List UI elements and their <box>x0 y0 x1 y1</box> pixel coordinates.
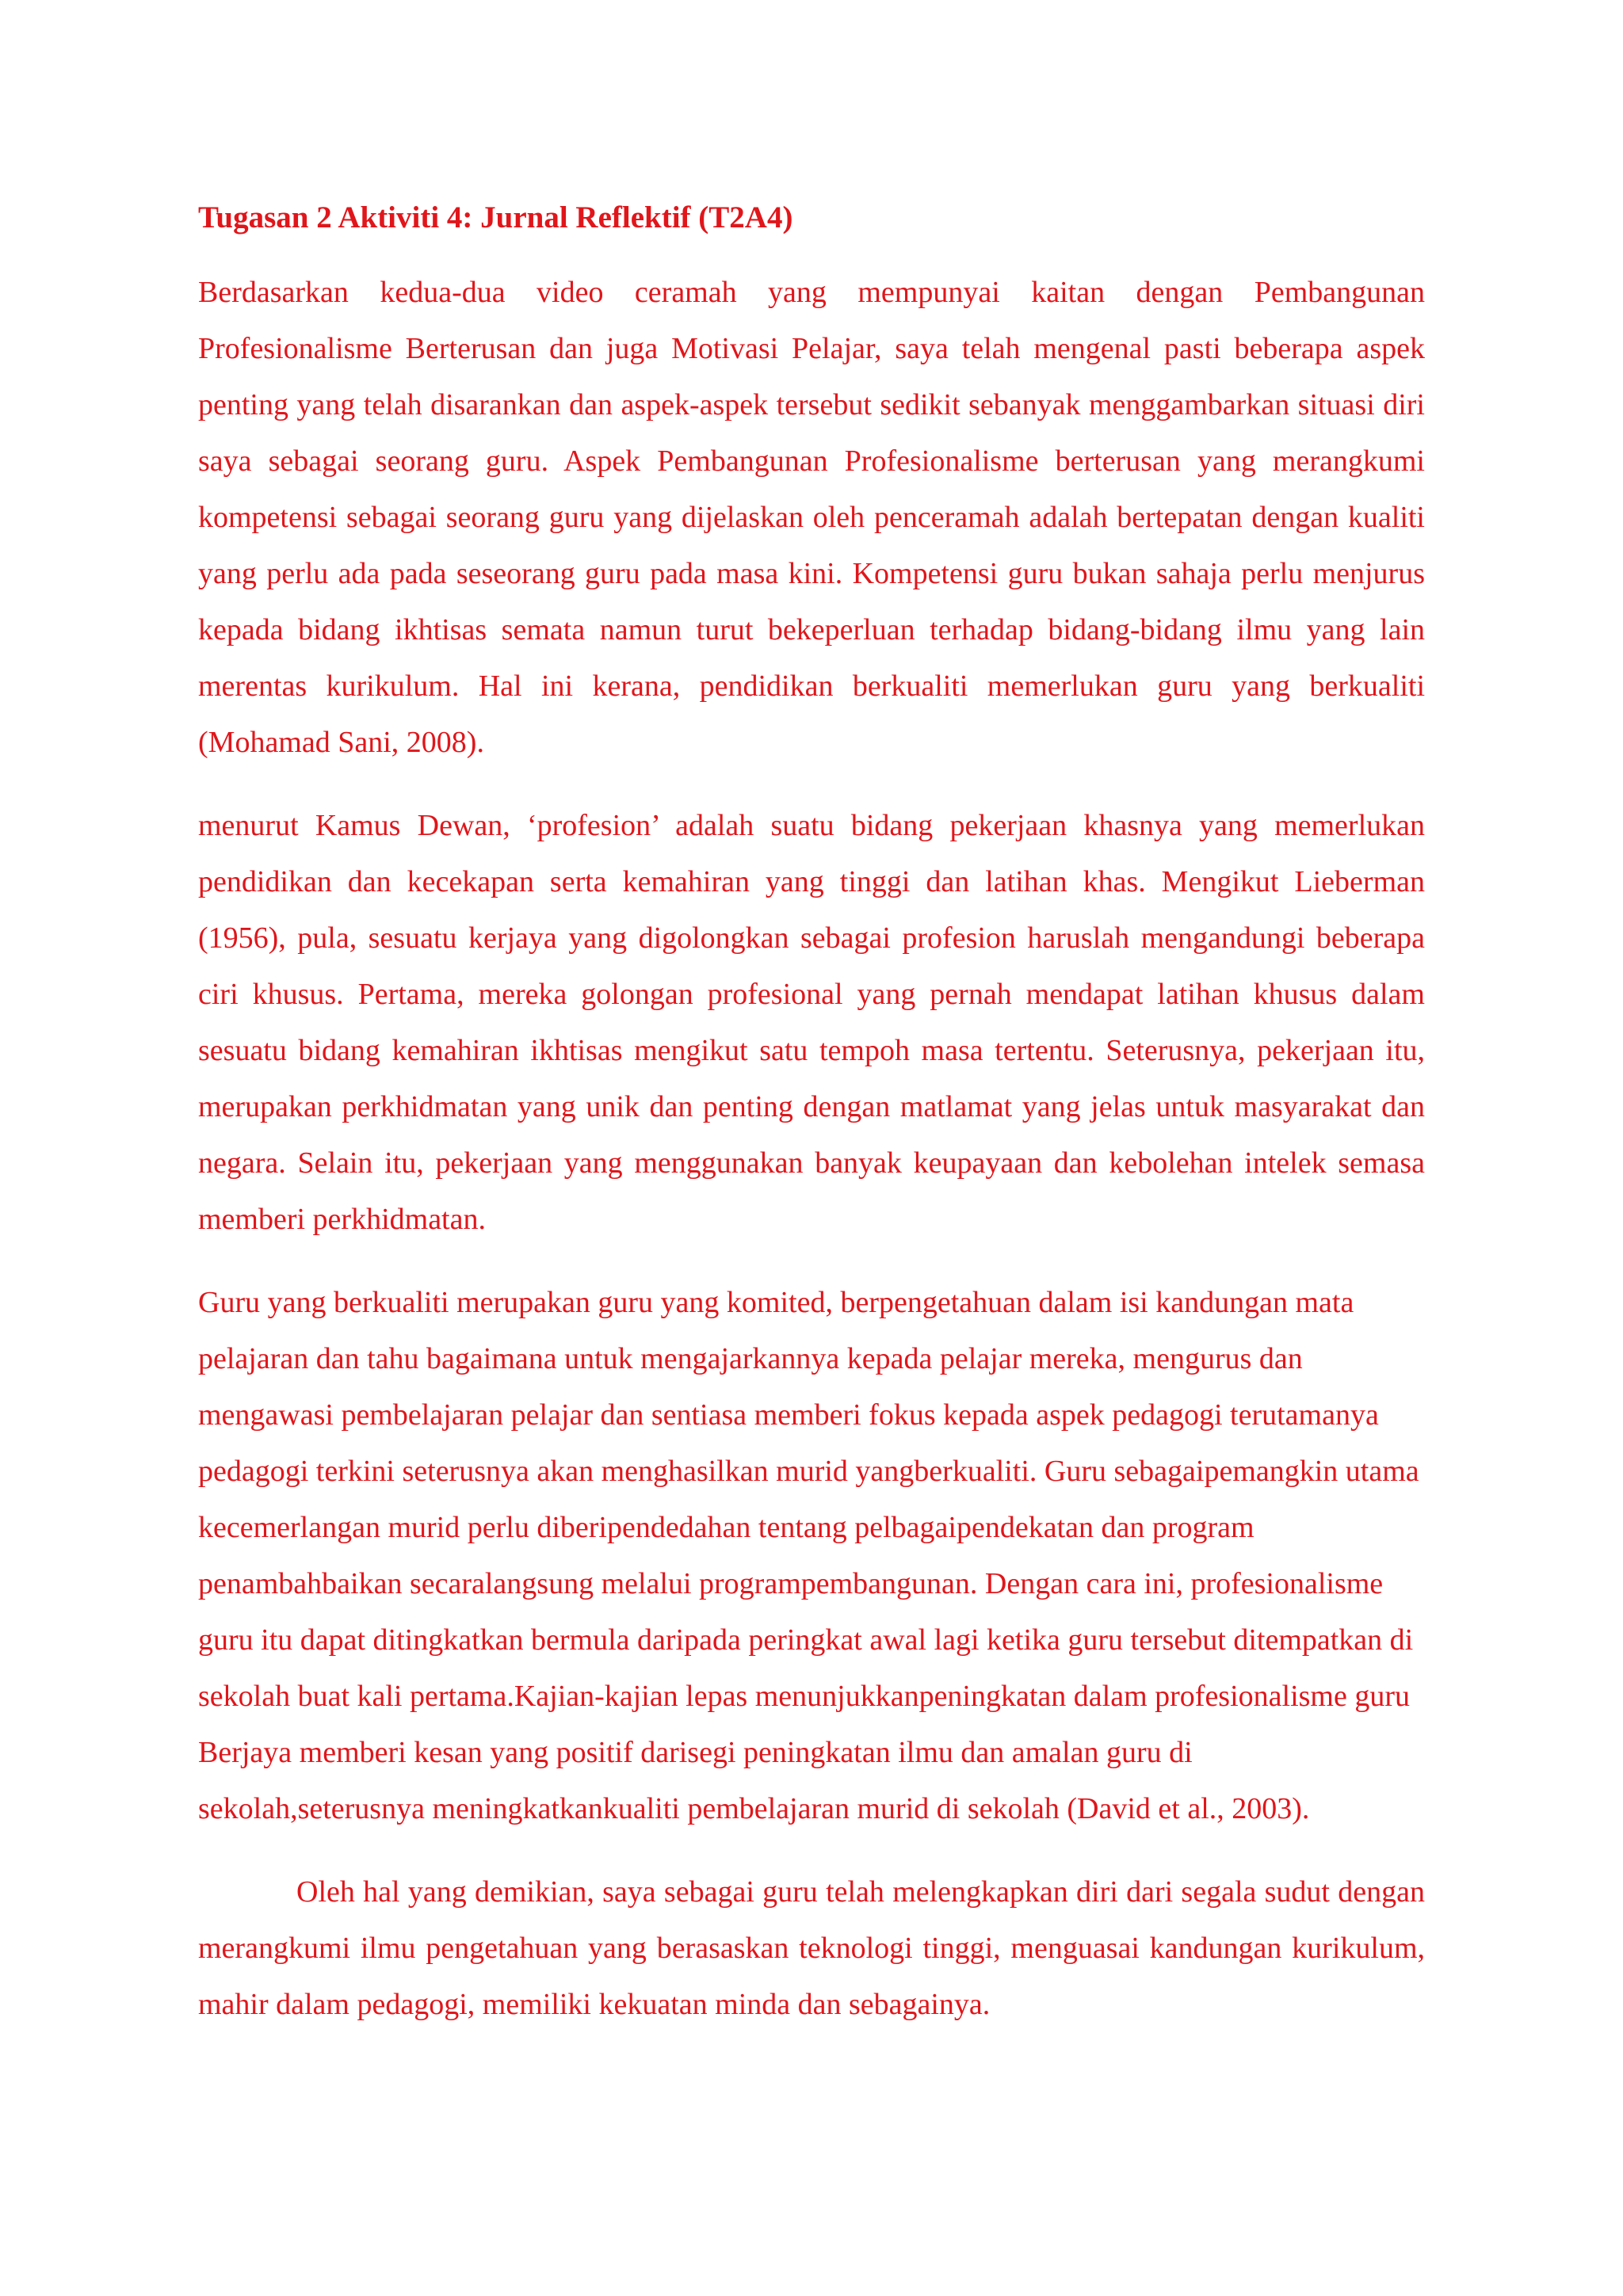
document-title: Tugasan 2 Aktiviti 4: Jurnal Reflektif (T2A4) <box>198 200 793 235</box>
document-body <box>198 198 1425 2060</box>
paragraph-conclusion: Oleh hal yang demikian, saya sebagai guru telah melengkapkan diri dari segala sudut dengan merangkumi ilmu pengetahuan yang berasaskan teknologi tinggi, menguasai kandungan kurikulum, mahir dalam pedagogi, memiliki kekuatan minda dan sebagainya. <box>198 1875 1425 2021</box>
paragraph-quality-teacher: Guru yang berkualiti merupakan guru yang komited, berpengetahuan dalam isi kandungan mata pelajaran dan tahu bagaimana untuk mengajarkannya kepada pelajar mereka, mengurus dan mengawasi pembelajaran pelajar dan sentiasa memberi fokus kepada aspek pedagogi terutamanya pedagogi terkini seterusnya akan menghasilkan murid yangberkualiti. Guru sebagaipemangkin utama kecemerlangan murid perlu diberipendedahan tentang pelbagaipendekatan dan program penambahbaikan secaralangsung melalui programpembangunan. Dengan cara ini, profesionalisme guru itu dapat ditingkatkan bermula daripada peringkat awal lagi ketika guru tersebut ditempatkan di sekolah buat kali pertama.Kajian-kajian lepas menunjukkanpeningkatan dalam profesionalisme guru Berjaya memberi kesan yang positif darisegi peningkatan ilmu dan amalan guru di sekolah,seterusnya meningkatkankualiti pembelajaran murid di sekolah (David et al., 2003). <box>198 1286 1419 1825</box>
paragraph-profession-definition: menurut Kamus Dewan, ‘profesion’ adalah suatu bidang pekerjaan khasnya yang memerlukan pendidikan dan kecekapan serta kemahiran yang tinggi dan latihan khas. Mengikut Lieberman (1956), pula, sesuatu kerjaya yang digolongkan sebagai profesion haruslah mengandungi beberapa ciri khusus. Pertama, mereka golongan profesional yang pernah mendapat latihan khusus dalam sesuatu bidang kemahiran ikhtisas mengikut satu tempoh masa tertentu. Seterusnya, pekerjaan itu, merupakan perkhidmatan yang unik dan penting dengan matlamat yang jelas untuk masyarakat dan negara. Selain itu, pekerjaan yang menggunakan banyak keupayaan dan kebolehan intelek semasa memberi perkhidmatan. <box>198 809 1425 1236</box>
paragraph-introduction: Berdasarkan kedua-dua video ceramah yang mempunyai kaitan dengan Pembangunan Profesionalisme Berterusan dan juga Motivasi Pelajar, saya telah mengenal pasti beberapa aspek penting yang telah disarankan dan aspek-aspek tersebut sedikit sebanyak menggambarkan situasi diri saya sebagai seorang guru. Aspek Pembangunan Profesionalisme berterusan yang merangkumi kompetensi sebagai seorang guru yang dijelaskan oleh penceramah adalah bertepatan dengan kualiti yang perlu ada pada seseorang guru pada masa kini. Kompetensi guru bukan sahaja perlu menjurus kepada bidang ikhtisas semata namun turut bekeperluan terhadap bidang-bidang ilmu yang lain merentas kurikulum. Hal ini kerana, pendidikan berkualiti memerlukan guru yang berkualiti (Mohamad Sani, 2008). <box>198 276 1425 759</box>
